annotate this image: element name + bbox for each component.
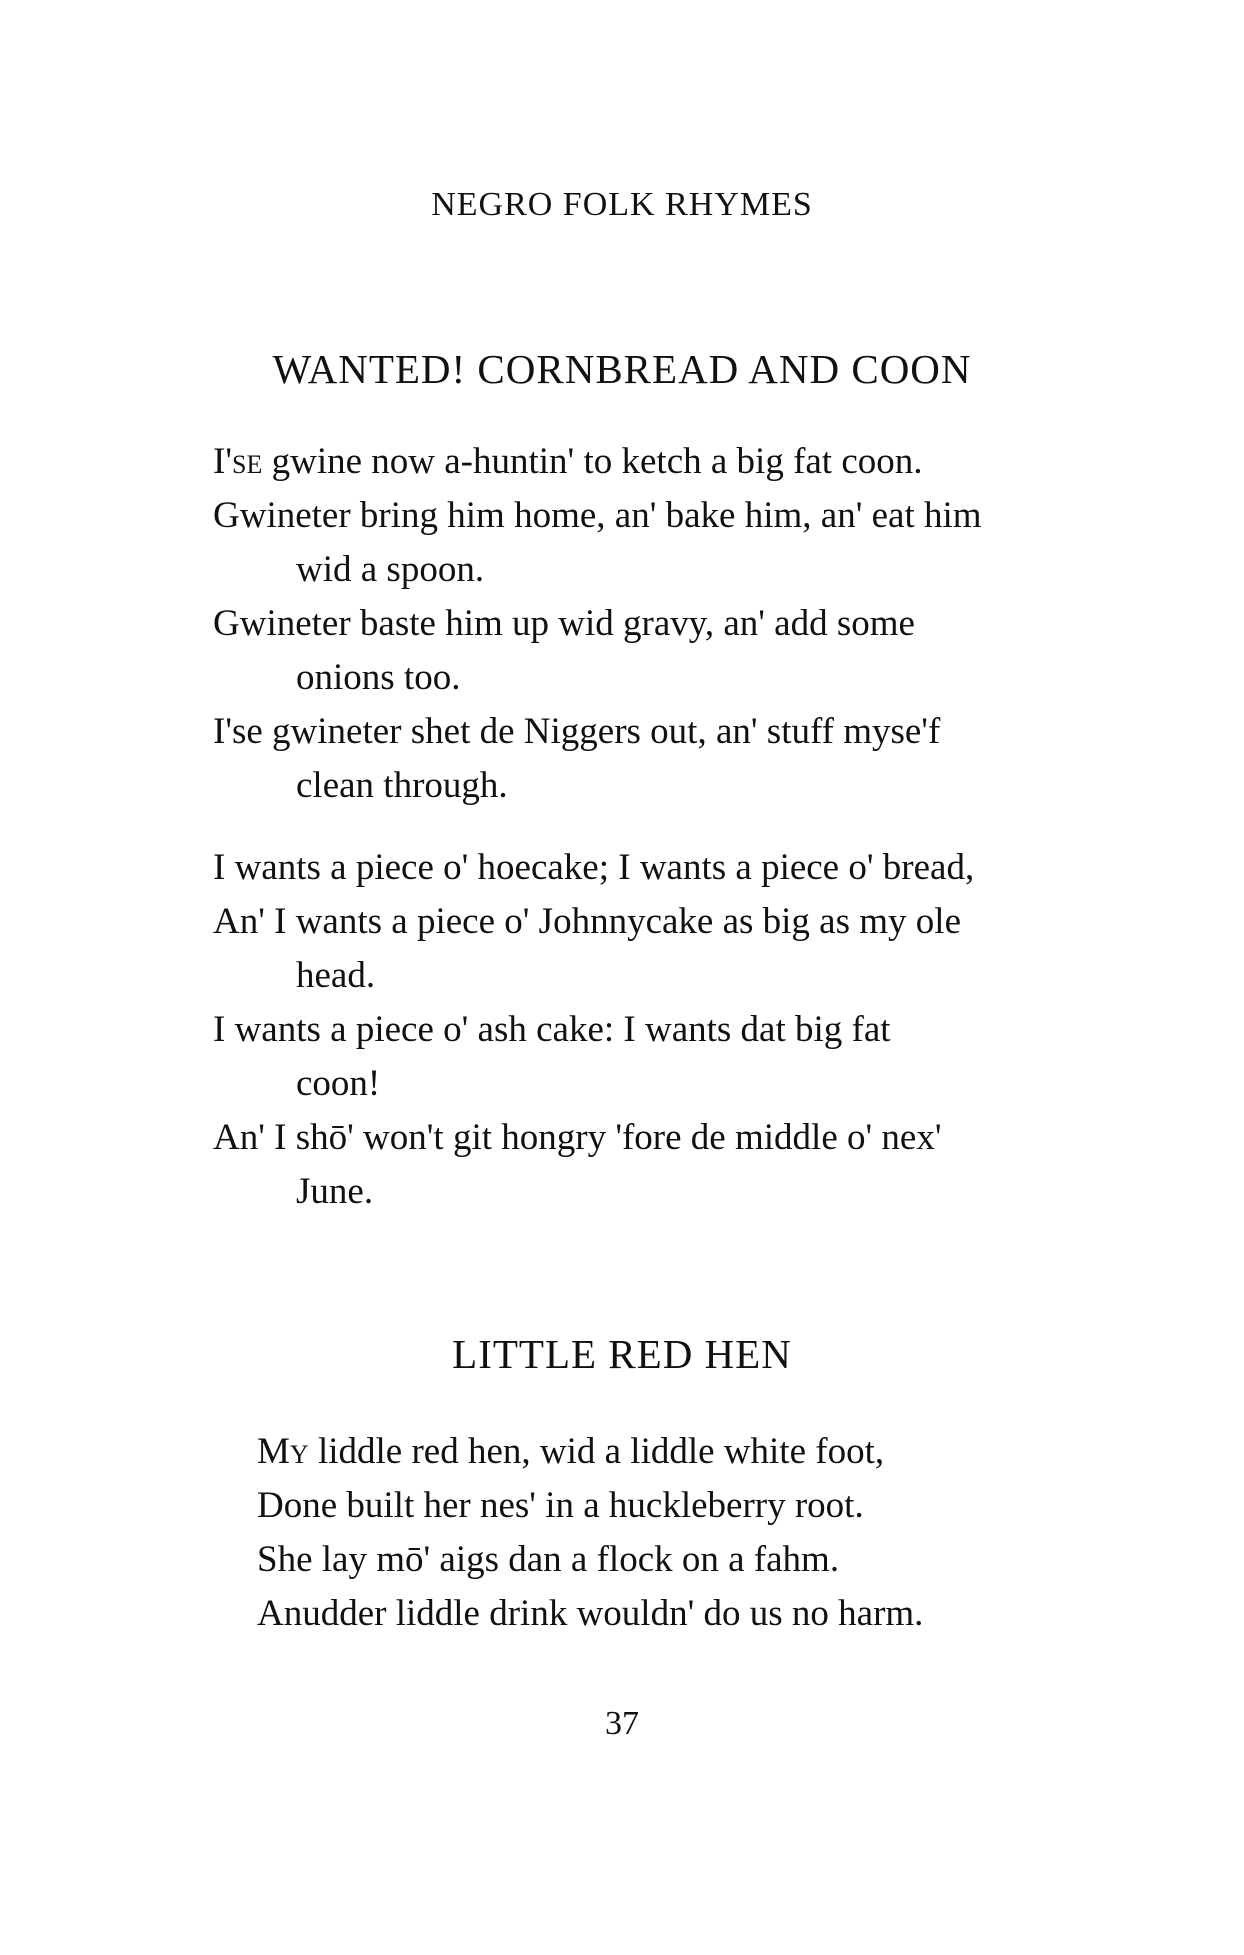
- page-number: 37: [605, 1705, 639, 1742]
- initial-word-small-caps: I'se: [213, 441, 263, 482]
- verse-continuation: clean through.: [296, 765, 508, 806]
- stanza-1: [213, 435, 1113, 813]
- stanza-2: [213, 841, 1113, 1219]
- verse-continuation: coon!: [296, 1063, 381, 1104]
- verse-text: Done built her nes' in a huckleberry root.: [257, 1485, 864, 1526]
- verse-text: I'se gwineter shet de Niggers out, an' stuff myse'f: [213, 711, 941, 752]
- verse-text: gwine now a-huntin' to ketch a big fat coon.: [262, 441, 923, 482]
- poem-title-little-red-hen: LITTLE RED HEN: [452, 1331, 792, 1377]
- verse-text: She lay mō' aigs dan a flock on a fahm.: [257, 1539, 840, 1580]
- verse-continuation: June.: [296, 1171, 374, 1212]
- verse-line: [213, 1111, 1113, 1219]
- verse-line: [213, 489, 1113, 597]
- poem-little-red-hen: [257, 1425, 1077, 1641]
- verse-text: Anudder liddle drink wouldn' do us no harm.: [257, 1593, 924, 1634]
- verse-line: [257, 1587, 1077, 1641]
- verse-text: An' I shō' won't git hongry 'fore de middle o' nex': [213, 1117, 942, 1158]
- verse-line: [213, 841, 1113, 895]
- verse-text: Gwineter baste him up wid gravy, an' add some: [213, 603, 915, 644]
- verse-line: [213, 1003, 1113, 1111]
- verse-text: An' I wants a piece o' Johnnycake as big as my ole: [213, 901, 961, 942]
- verse-text: I wants a piece o' hoecake; I wants a piece o' bread,: [213, 847, 975, 888]
- verse-line: [213, 895, 1113, 1003]
- stanza-gap: [213, 813, 1113, 841]
- poem-cornbread-and-coon: [213, 435, 1113, 1219]
- verse-text: Gwineter bring him home, an' bake him, an' eat him: [213, 495, 982, 536]
- verse-text: liddle red hen, wid a liddle white foot,: [308, 1431, 885, 1472]
- verse-line: [213, 435, 1113, 489]
- verse-line: [257, 1425, 1077, 1479]
- verse-line: [257, 1533, 1077, 1587]
- verse-line: [213, 705, 1113, 813]
- verse-text: I wants a piece o' ash cake: I wants dat big fat: [213, 1009, 891, 1050]
- verse-continuation: wid a spoon.: [296, 549, 485, 590]
- verse-continuation: onions too.: [296, 657, 461, 698]
- poem-title-cornbread: WANTED! CORNBREAD AND COON: [272, 346, 972, 392]
- verse-line: [213, 597, 1113, 705]
- initial-word-small-caps: My: [257, 1431, 309, 1472]
- verse-continuation: head.: [296, 955, 376, 996]
- running-head: NEGRO FOLK RHYMES: [431, 186, 813, 223]
- verse-line: [257, 1479, 1077, 1533]
